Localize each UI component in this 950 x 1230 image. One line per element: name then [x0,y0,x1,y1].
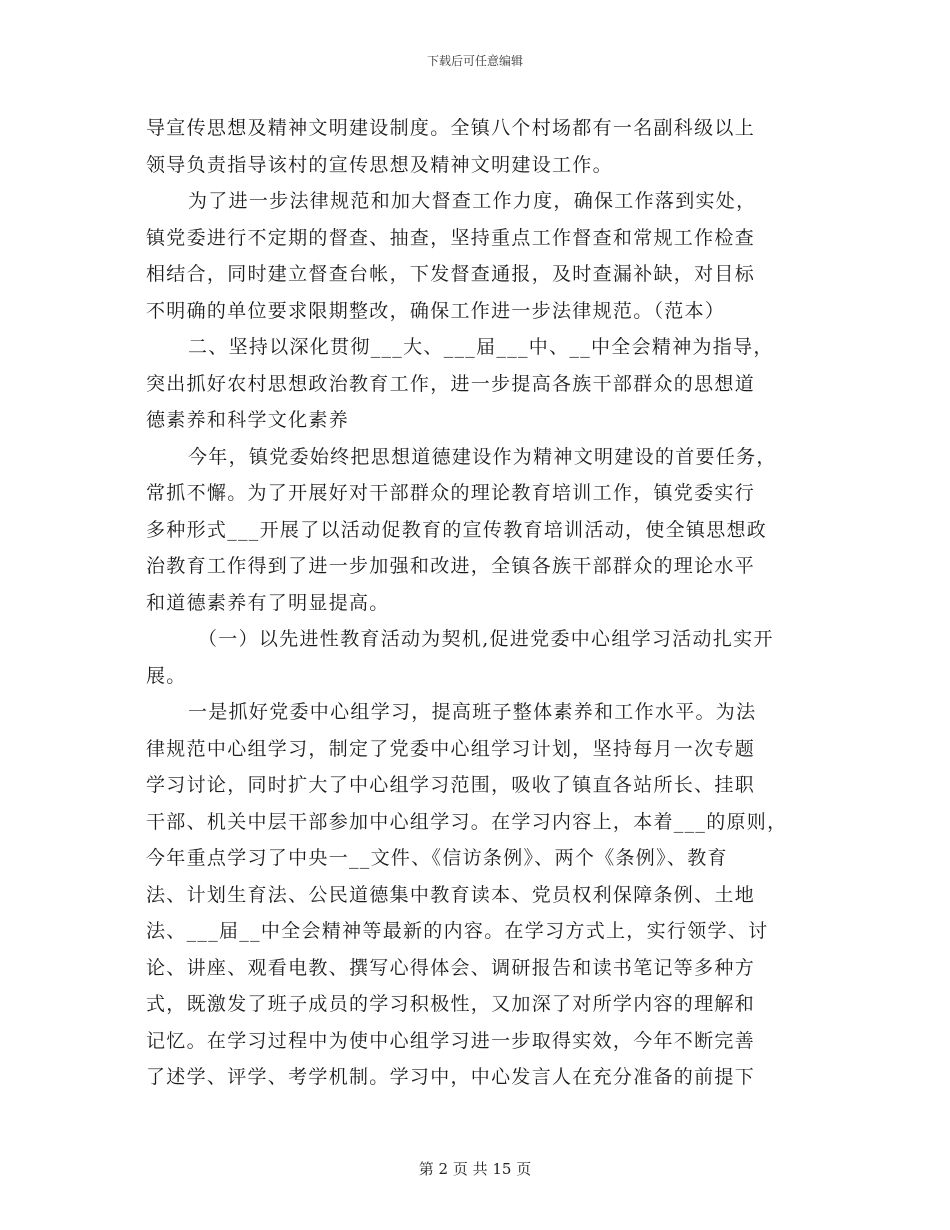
body-line: 论、讲座、观看电教、撰写心得体会、调研报告和读书笔记等多种方 [146,956,756,979]
body-line: 多种形式___开展了以活动促教育的宣传教育培训活动，使全镇思想政 [146,518,768,541]
body-line: 法、计划生育法、公民道德集中教育读本、党员权利保障条例、土地 [146,883,756,906]
subsection-heading-line: 展。 [146,664,187,687]
section-heading-line: 突出抓好农村思想政治教育工作，进一步提高各族干部群众的思想道 [146,372,756,395]
section-heading-line: 德素养和科学文化素养 [146,409,350,431]
page-number: 第 2 页 共 15 页 [418,1160,532,1178]
body-line: 今年重点学习了中央一__文件、《信访条例》、两个《条例》、教育 [146,847,728,869]
body-line: 和道德素养有了明显提高。 [146,591,390,614]
paragraph-start: 为了进一步法律规范和加大督查工作力度，确保工作落到实处， [188,190,757,212]
body-line: 式，既激发了班子成员的学习积极性，又加深了对所学内容的理解和 [146,993,756,1015]
body-line: 不明确的单位要求限期整改，确保工作进一步法律规范。（范本） [146,299,726,322]
body-line: 律规范中心组学习，制定了党委中心组学习计划，坚持每月一次专题 [146,737,756,760]
document-body [146,110,811,1096]
body-line: 治教育工作得到了进一步加强和改进，全镇各族干部群众的理论水平 [146,555,756,577]
body-line: 法、___届__中全会精神等最新的内容。在学习方式上，实行领学、讨 [146,920,769,942]
body-line: 学习讨论，同时扩大了中心组学习范围，吸收了镇直各站所长、挂职 [146,774,756,796]
body-line: 干部、机关中层干部参加中心组学习。在学习内容上，本着___的原则， [146,810,788,833]
paragraph-start: 一是抓好党委中心组学习，提高班子整体素养和工作水平。为法 [188,701,757,723]
body-line: 领导负责指导该村的宣传思想及精神文明建设工作。 [146,153,613,176]
body-line: 相结合，同时建立督查台帐，下发督查通报，及时查漏补缺，对目标 [146,263,756,285]
body-line: 了述学、评学、考学机制。学习中，中心发言人在充分准备的前提下 [146,1066,756,1088]
body-line: 镇党委进行不定期的督查、抽查，坚持重点工作督查和常规工作检查 [146,226,756,249]
subsection-heading: （一）以先进性教育活动为契机,促进党委中心组学习活动扎实开 [198,628,774,650]
body-line: 常抓不懈。为了开展好对干部群众的理论教育培训工作，镇党委实行 [146,482,756,504]
body-line: 导宣传思想及精神文明建设制度。全镇八个村场都有一名副科级以上 [146,117,756,139]
body-line: 记忆。在学习过程中为使中心组学习进一步取得实效，今年不断完善 [146,1029,756,1052]
page-header: 下载后可任意编辑 [426,54,523,68]
section-heading: 二、坚持以深化贯彻___大、___届___中、__中全会精神为指导， [188,336,774,358]
paragraph-start: 今年，镇党委始终把思想道德建设作为精神文明建设的首要任务， [188,445,777,468]
